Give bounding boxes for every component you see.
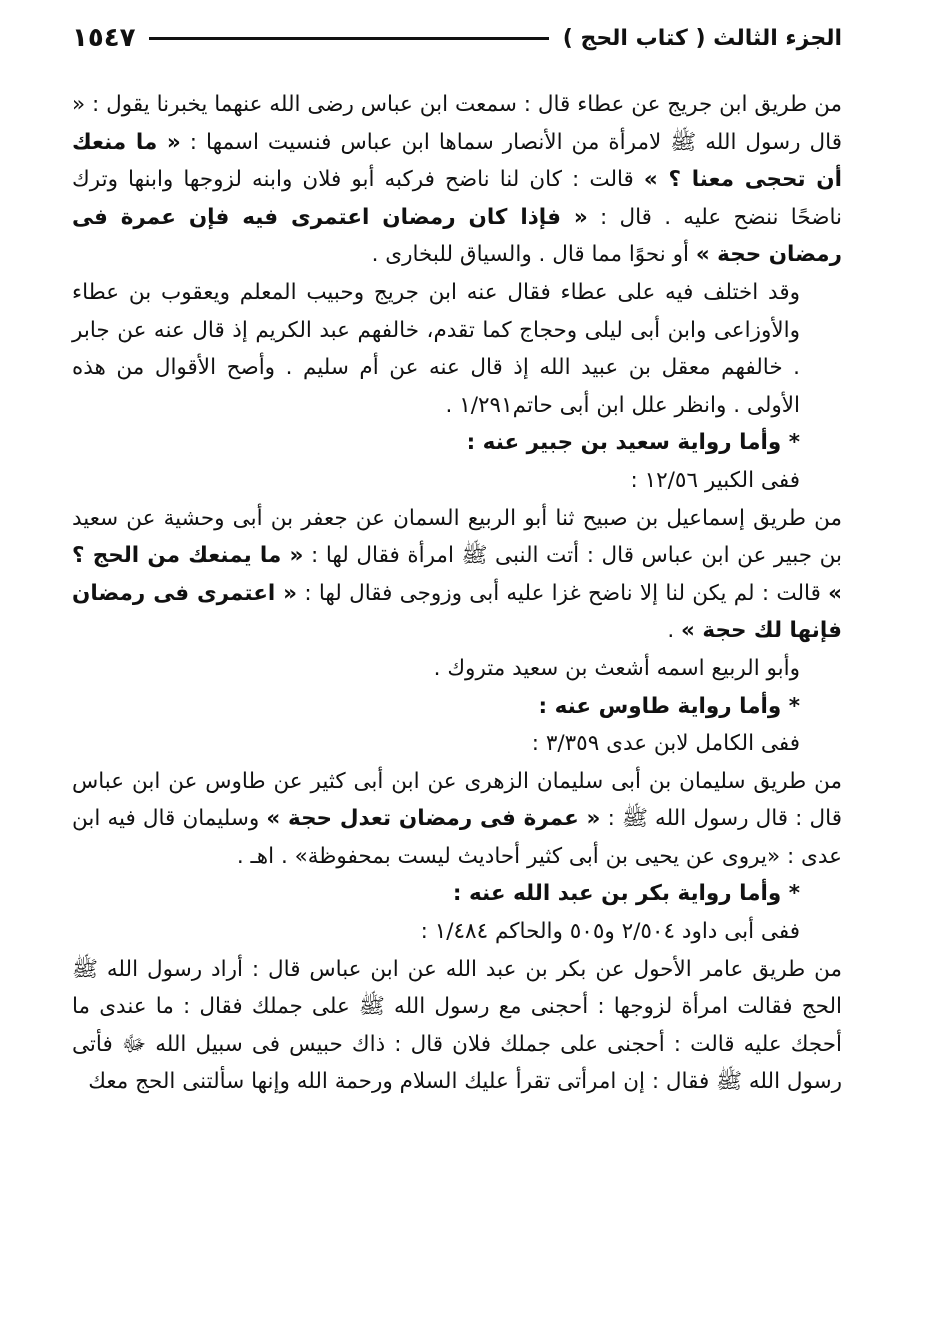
paragraph	[72, 650, 842, 688]
quoted-text: * وأما رواية بكر بن عبد الله عنه :	[452, 881, 800, 907]
text-segment: وقد اختلف فيه على عطاء فقال عنه ابن جريج وحبيب المعلم ويعقوب بن عطاء والأوزاعى وابن أبى ليلى وحجاج كما تقدم، خالفهم عبد الكريم إذ قال عنه عن جابر . خالفهم معقل بن عبيد الله إذ قال عنه عن أم سليم . وأصح الأقوال من هذه الأولى . وانظر علل ابن أبى حاتم١/٢٩١ .	[72, 279, 800, 418]
section-heading	[72, 424, 842, 462]
text-segment: وأبو الربيع اسمه أشعث بن سعيد متروك .	[433, 655, 800, 681]
paragraph	[72, 86, 842, 274]
section-heading	[72, 688, 842, 726]
text-segment: ففى أبى داود ٢/٥٠٤ و٥٠٥ والحاكم ١/٤٨٤ :	[420, 919, 800, 945]
text-segment: قالت : كان لنا ناضح فركبه أبو فلان وابنه لزوجها وابنها وترك ناضحًا ننضح عليه . قال :	[72, 167, 842, 230]
page-header	[72, 18, 842, 58]
text-segment: من طريق عامر الأحول عن بكر بن عبد الله عن ابن عباس قال : أراد رسول الله ﷺ الحج فقالت امرأة لزوجها : أحجنى مع رسول الله ﷺ على جملك فقال : ما عندى ما أحجك عليه قالت : أحجنى على جملك فلان قال : ذاك حبيس فى سبيل الله ﷻ فأتى رسول الله ﷺ فقال : إن امرأتى تقرأ عليك السلام ورحمة الله وإنها سألتنى الحج معك	[72, 956, 842, 1095]
paragraph	[72, 913, 842, 951]
text-segment: من طريق سليمان بن أبى سليمان الزهرى عن ابن أبى كثير عن طاوس عن ابن عباس قال : قال رسول الله ﷺ :	[72, 768, 842, 832]
paragraph	[72, 763, 842, 876]
section-heading	[72, 875, 842, 913]
body-text	[72, 86, 842, 1101]
quoted-text: « اعتمرى فى رمضان فإنها لك حجة »	[72, 580, 842, 644]
paragraph	[72, 951, 842, 1101]
text-segment: من طريق ابن جريج عن عطاء قال : سمعت ابن عباس رضى الله عنهما يخبرنا يقول : « قال رسول الله ﷺ لامرأة من الأنصار سماها ابن عباس فنسيت اسمها :	[72, 92, 842, 155]
quoted-text: « ما يمنعك من الحج ؟ »	[72, 543, 842, 606]
book-page	[72, 18, 842, 1101]
page-number: ١٥٤٧	[72, 23, 136, 53]
paragraph	[72, 274, 842, 424]
paragraph	[72, 462, 842, 500]
quoted-text: * وأما رواية سعيد بن جبير عنه :	[466, 430, 800, 456]
text-segment: .	[667, 618, 682, 644]
paragraph	[72, 500, 842, 650]
text-segment: ففى الكبير ١٢/٥٦ :	[630, 467, 800, 493]
quoted-text: « عمرة فى رمضان تعدل حجة »	[266, 806, 601, 832]
quoted-text: « فإذا كان رمضان اعتمرى فيه فإن عمرة فى رمضان حجة »	[72, 204, 842, 268]
text-segment: من طريق إسماعيل بن صبيح ثنا أبو الربيع السمان عن جعفر بن أبى وحشية عن سعيد بن جبير عن ابن عباس قال : أتت النبى ﷺ امرأة فقال لها :	[72, 505, 842, 569]
running-title: الجزء الثالث ( كتاب الحج )	[562, 25, 842, 51]
quoted-text: « ما منعك أن تحجى معنا ؟ »	[72, 129, 842, 193]
header-rule	[149, 37, 548, 40]
text-segment: قالت : لم يكن لنا إلا ناضح غزا عليه أبى وزوجى فقال لها :	[297, 580, 829, 606]
text-segment: وسليمان قال فيه ابن عدى : «يروى عن يحيى بن أبى كثير أحاديث ليست بمحفوظة» . اهـ .	[72, 806, 842, 869]
quoted-text: * وأما رواية طاوس عنه :	[538, 693, 800, 719]
text-segment: ففى الكامل لابن عدى ٣/٣٥٩ :	[531, 731, 800, 757]
paragraph	[72, 725, 842, 763]
text-segment: أو نحوًا مما قال . والسياق للبخارى .	[371, 242, 696, 268]
